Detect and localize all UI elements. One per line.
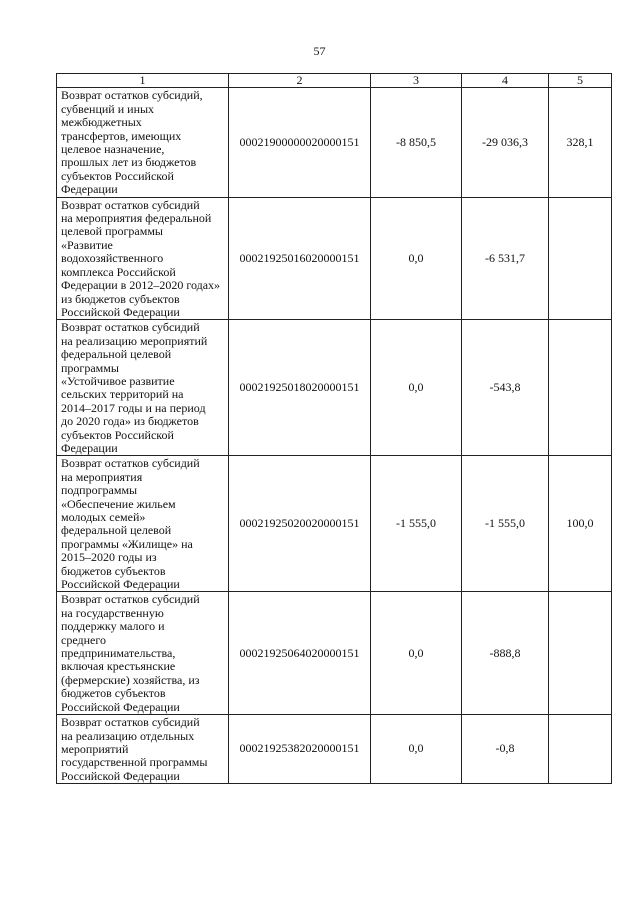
row-name-line: Федерации в 2012–2020 годах»	[61, 278, 221, 293]
value-col4-cell: -0,8	[462, 715, 549, 784]
value-col5-cell	[549, 197, 612, 320]
value-col4-cell: -6 531,7	[462, 197, 549, 320]
value-col5-cell	[549, 320, 612, 456]
row-name-line: сельских территорий на	[61, 387, 184, 402]
row-name-line: целевое назначение,	[61, 142, 165, 157]
row-name-line: Федерации	[61, 182, 118, 197]
row-name-line: 2014–2017 годы и на период	[61, 400, 206, 415]
column-header-5: 5	[549, 74, 612, 88]
row-name-line: комплекса Российской	[61, 264, 176, 279]
row-name-line: из бюджетов субъектов	[61, 291, 180, 306]
value-col3-cell: 0,0	[371, 715, 462, 784]
row-name-line: на мероприятия	[61, 469, 143, 484]
row-name-line: межбюджетных	[61, 115, 142, 130]
row-name-line: бюджетов субъектов	[61, 563, 166, 578]
table-row	[57, 715, 612, 784]
value-col5-cell	[549, 592, 612, 715]
row-name-line: программы	[61, 360, 119, 375]
column-header-2: 2	[229, 74, 371, 88]
budget-code-cell: 00021925382020000151	[229, 715, 371, 784]
column-header-3: 3	[371, 74, 462, 88]
row-name-line: на государственную	[61, 605, 164, 620]
table-row	[57, 320, 612, 456]
row-name-line: включая крестьянские	[61, 659, 176, 674]
row-name-line: прошлых лет из бюджетов	[61, 155, 197, 170]
budget-code-cell: 00021925064020000151	[229, 592, 371, 715]
row-name-line: Российской Федерации	[61, 768, 180, 783]
row-name-line: федеральной целевой	[61, 523, 172, 538]
value-col3-cell: -1 555,0	[371, 456, 462, 592]
row-name-line: Федерации	[61, 440, 118, 455]
value-col3-cell: 0,0	[371, 592, 462, 715]
row-name-line: Российской Федерации	[61, 577, 180, 592]
row-name-line: федеральной целевой	[61, 347, 172, 362]
column-header-1: 1	[57, 74, 229, 88]
value-col3-cell: 0,0	[371, 320, 462, 456]
budget-code-cell: 00021925016020000151	[229, 197, 371, 320]
value-col5-cell: 100,0	[549, 456, 612, 592]
row-name-line: (фермерские) хозяйства, из	[61, 672, 200, 687]
row-name-cell	[57, 320, 229, 456]
row-name-line: на мероприятия федеральной	[61, 211, 212, 226]
row-name-line: на реализацию мероприятий	[61, 333, 208, 348]
table-row	[57, 592, 612, 715]
table-row	[57, 456, 612, 592]
row-name-line: субъектов Российской	[61, 427, 174, 442]
row-name-line: «Развитие	[61, 237, 113, 252]
column-header-4: 4	[462, 74, 549, 88]
row-name-line: Возврат остатков субсидий,	[61, 88, 203, 103]
row-name-line: бюджетов субъектов	[61, 686, 166, 701]
row-name-line: Российской Федерации	[61, 699, 180, 714]
row-name-line: предпринимательства,	[61, 646, 176, 661]
value-col4-cell: -1 555,0	[462, 456, 549, 592]
row-name-cell	[57, 715, 229, 784]
row-name-line: подпрограммы	[61, 483, 138, 498]
row-name-line: до 2020 года» из бюджетов	[61, 414, 199, 429]
table-row	[57, 197, 612, 320]
row-name-line: субвенций и иных	[61, 101, 155, 116]
row-name-line: Возврат остатков субсидий	[61, 456, 200, 471]
budget-code-cell: 00021900000020000151	[229, 88, 371, 197]
budget-code-cell: 00021925020020000151	[229, 456, 371, 592]
row-name-cell	[57, 456, 229, 592]
row-name-line: среднего	[61, 632, 106, 647]
row-name-line: на реализацию отдельных	[61, 728, 195, 743]
value-col5-cell: 328,1	[549, 88, 612, 197]
value-col4-cell: -543,8	[462, 320, 549, 456]
row-name-line: Возврат остатков субсидий	[61, 715, 200, 730]
table-row	[57, 88, 612, 197]
budget-code-cell: 00021925018020000151	[229, 320, 371, 456]
row-name-line: трансфертов, имеющих	[61, 128, 182, 143]
budget-table	[56, 73, 612, 784]
row-name-cell	[57, 88, 229, 197]
row-name-line: целевой программы	[61, 224, 163, 239]
row-name-line: мероприятий	[61, 741, 129, 756]
row-name-line: государственной программы	[61, 755, 208, 770]
header-row	[57, 74, 612, 88]
row-name-cell	[57, 592, 229, 715]
row-name-line: Российской Федерации	[61, 304, 180, 319]
row-name-line: субъектов Российской	[61, 168, 174, 183]
row-name-cell	[57, 197, 229, 320]
page-number: 57	[313, 44, 326, 58]
row-name-line: Возврат остатков субсидий	[61, 592, 200, 607]
row-name-line: водохозяйственного	[61, 251, 164, 266]
value-col4-cell: -888,8	[462, 592, 549, 715]
row-name-line: программы «Жилище» на	[61, 536, 193, 551]
value-col4-cell: -29 036,3	[462, 88, 549, 197]
row-name-line: «Обеспечение жильем	[61, 496, 176, 511]
value-col3-cell: -8 850,5	[371, 88, 462, 197]
row-name-line: 2015–2020 годы из	[61, 550, 157, 565]
row-name-line: «Устойчивое развитие	[61, 373, 175, 388]
row-name-line: Возврат остатков субсидий	[61, 320, 200, 335]
value-col5-cell	[549, 715, 612, 784]
value-col3-cell: 0,0	[371, 197, 462, 320]
row-name-line: поддержку малого и	[61, 619, 165, 634]
row-name-line: Возврат остатков субсидий	[61, 197, 200, 212]
row-name-line: молодых семей»	[61, 510, 146, 524]
